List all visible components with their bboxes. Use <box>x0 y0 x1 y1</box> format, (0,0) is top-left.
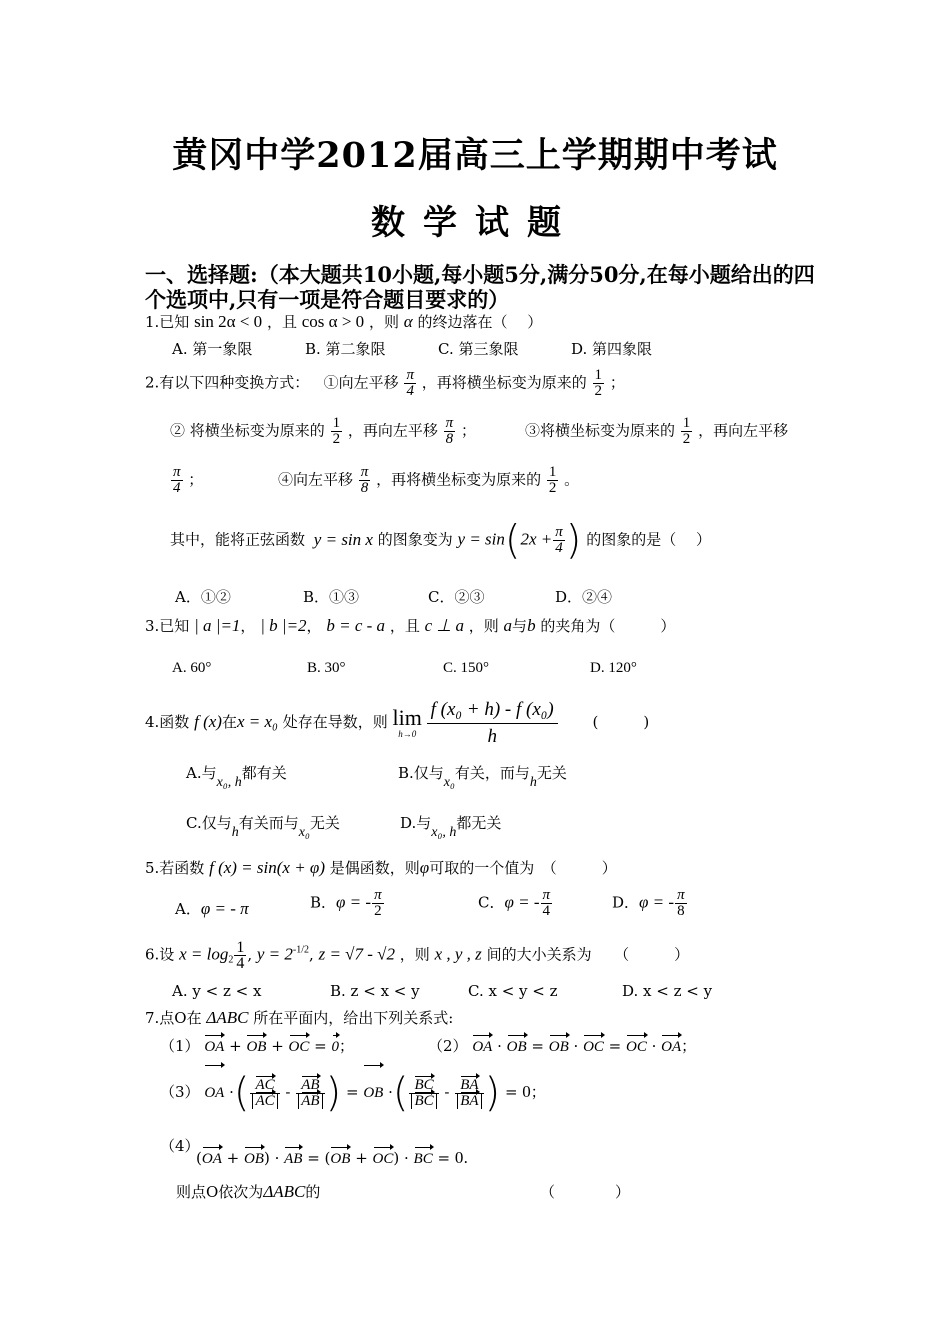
q7-relation-1: （1） OA + OB + OC = 0； <box>160 1037 355 1055</box>
q6-option-d: D. x < z < y <box>622 982 713 1000</box>
q7-ask: 则点O依次为ΔABC的 <box>176 1182 321 1201</box>
q2-frac-pi-4c: $\frac{\pi}{4}$ <box>555 524 563 556</box>
q4-answer-paren: ( ) <box>592 713 650 731</box>
q7-stem: 7.点O在 <box>145 1009 202 1027</box>
q7-relation-4: （4） <box>160 1137 200 1155</box>
q1-option-a: A. 第一象限 <box>172 340 253 358</box>
q6-stem: 6.设 <box>145 945 175 964</box>
q2-stem: 2.有以下四种变换方式： <box>145 373 310 392</box>
q5-option-d: D．φ = - $\frac{\pi}{8}$ <box>612 887 685 919</box>
q3-stem: 3.已知 <box>145 617 190 635</box>
q3-condition-2: | b |=2 <box>260 616 307 635</box>
q7-relation-4-expr: (OA + OB) · AB = (OB + OC) · BC = 0. <box>196 1148 469 1167</box>
q2-transform-4a: ④向左平移 <box>278 470 354 489</box>
q3-var-b: b <box>527 616 536 635</box>
q4-function: f (x) <box>194 712 222 731</box>
q5-option-b: B．φ = - $\frac{\pi}{2}$ <box>310 887 382 919</box>
q5-option-c: C．φ = - $\frac{\pi}{4}$ <box>478 887 551 919</box>
q2-frac-1-2d: $\frac{1}{2}$ <box>548 464 557 496</box>
question-2-line-2 <box>170 416 476 447</box>
q2-frac-pi-8b: $\frac{\pi}{8}$ <box>360 464 369 496</box>
q4-point: x = x₀ <box>236 712 278 731</box>
q2-transform-2a: ② 将横坐标变为原来的 <box>170 421 325 440</box>
q6-z: z = √7 - √2 <box>318 944 395 964</box>
question-2-line-3b <box>278 465 579 496</box>
q2-option-a: A．①② <box>175 588 231 606</box>
q7-answer-paren: （ ） <box>540 1183 631 1201</box>
q7-tail-1: 所在平面内，给出下列关系式: <box>253 1009 454 1027</box>
q2-function-2a: y = sin <box>457 529 505 549</box>
q2-option-b: B．①③ <box>303 588 360 606</box>
q2-function-1: y = sin x <box>313 529 373 549</box>
q2-period: 。 <box>564 470 580 489</box>
q2-ask-1: 其中，能将正弦函数 <box>170 530 306 549</box>
q1-alpha: α <box>403 312 413 331</box>
q2-transform-4b: ，再将横坐标变为原来的 <box>376 470 542 489</box>
q2-option-d: D．②④ <box>555 588 613 606</box>
q4-option-c: C.仅与h有关而与x₀无关 <box>186 814 340 840</box>
q3-option-c: C. 150° <box>443 660 490 676</box>
q5-option-a: A．φ = - π <box>175 899 249 918</box>
q3-mid: ，且 <box>389 617 420 635</box>
q6-option-a: A. y < z < x <box>172 982 262 1000</box>
q1-stem: 1.已知 <box>145 313 190 331</box>
q3-tail-2: 的夹角为（ ） <box>540 617 676 635</box>
q7-relation-3: （3） OA ·( $\frac{AC}{AC}$ - $\frac{AB}{AB}$ ) = OB ·( $\frac{BC}{BC}$ - $\frac{BA}{BA}$ ) = 0； <box>160 1066 546 1119</box>
q6-x: x = log <box>179 944 229 964</box>
q2-semicolon: ； <box>609 373 625 392</box>
q3-condition-3: b = c - a <box>326 616 386 635</box>
question-2-line-4: 其中，能将正弦函数 y = sin x 的图象变为 y = sin(2x + $\frac{\pi}{4}$ ) 的图象的是（ ） <box>170 517 711 564</box>
question-2-line-3 <box>170 465 203 496</box>
q1-tail-2: 的终边落在（ ） <box>417 313 543 331</box>
question-2-line-1 <box>145 368 625 399</box>
q7-relation-2: （2） OA · OB = OB · OC = OC · OA； <box>428 1037 697 1055</box>
q3-condition-4: c ⊥ a <box>424 616 464 635</box>
q2-transform-1a: ①向左平移 <box>323 373 399 392</box>
q1-mid: ，且 <box>266 313 297 331</box>
q3-var-a: a <box>503 616 513 635</box>
q5-function: f (x) = sin(x + φ) <box>209 858 325 877</box>
q3-tail-1: ，则 <box>468 617 499 635</box>
q3-option-a: A. 60° <box>172 660 212 676</box>
q3-option-d: D. 120° <box>590 660 637 676</box>
q2-transform-2b: ，再向左平移 <box>347 421 438 440</box>
q5-tail-2: 可取的一个值为 （ ） <box>429 859 617 877</box>
q1-option-d: D. 第四象限 <box>571 340 653 358</box>
q4-difference-quotient: $\frac{\text{f (x₀ + h) - f (x₀)}}{h}$ <box>427 697 558 750</box>
q2-frac-1-2b: $\frac{1}{2}$ <box>332 415 341 447</box>
question-1 <box>145 312 542 332</box>
q1-condition-2: cos α > 0 <box>301 312 365 331</box>
q2-frac-1-2c: $\frac{1}{2}$ <box>682 415 691 447</box>
page-title: 黄冈中学2012届高三上学期期中考试 <box>172 135 778 176</box>
question-4: 4.函数 f (x)在x = x₀ 处存在导数，则 lim h→0 $\frac{\text{f (x₀ + h) - f (x₀)}}{h}$ ( ) <box>145 694 649 750</box>
q5-tail-1: 是偶函数，则 <box>329 859 420 877</box>
q6-vars: x , y , z <box>434 944 482 964</box>
q6-option-b: B. z < x < y <box>330 982 420 1000</box>
q1-option-b: B. 第二象限 <box>305 340 386 358</box>
q2-option-c: C．②③ <box>428 588 485 606</box>
q2-frac-pi-4: $\frac{\pi}{4}$ <box>406 367 414 399</box>
q2-frac-pi-8: $\frac{\pi}{8}$ <box>445 415 454 447</box>
q2-transform-3b: ，再向左平移 <box>698 421 789 440</box>
q4-option-d: D.与x₀, h都无关 <box>400 814 502 840</box>
q1-condition-1: sin 2α < 0 <box>194 312 263 331</box>
question-5 <box>145 858 617 878</box>
q6-tail-1: ，则 <box>399 945 430 964</box>
q2-frac-pi-4b: $\frac{\pi}{4}$ <box>173 464 181 496</box>
q3-option-b: B. 30° <box>307 660 346 676</box>
q4-tail-1: 处存在导数，则 <box>282 713 388 731</box>
q2-transform-1b: ，再将横坐标变为原来的 <box>421 373 587 392</box>
q2-ask-2: 的图象变为 <box>377 530 453 549</box>
q7-triangle: ΔABC <box>206 1008 249 1027</box>
q2-frac-1-2: $\frac{1}{2}$ <box>594 367 603 399</box>
question-7 <box>145 1008 453 1028</box>
q5-phi: φ <box>419 858 430 877</box>
q2-semicolon-2: ； <box>460 421 476 440</box>
q6-y: y = 2 <box>256 944 293 964</box>
question-3: 3.已知 | a |=1， | b |=2， b = c - a ，且 c ⊥ a ，则 a与b 的夹角为（ ） <box>145 616 676 635</box>
q3-condition-1: | a |=1 <box>194 616 241 635</box>
q2-semicolon-3: ； <box>188 470 204 489</box>
q6-option-c: C. x < y < z <box>468 982 558 1000</box>
q1-option-c: C. 第三象限 <box>438 340 519 358</box>
q6-tail-2: 间的大小关系为 （ ） <box>486 945 690 964</box>
q2-ask-3: 的图象的是（ ） <box>586 530 711 549</box>
question-6: 6.设 $x = \log_2$ $\frac{1}{4}$ , $y = 2^{-1/2}$, z = √7 - √2 ，则 x , y , z 间的大小关系为 （ ） <box>145 939 690 972</box>
q4-stem: 4.函数 <box>145 713 190 731</box>
q1-tail-1: ，则 <box>368 313 399 331</box>
q4-option-b: B.仅与x₀有关，而与h无关 <box>398 764 567 790</box>
section-heading: 一、选择题:（本大题共10小题,每小题5分,满分50分,在每小题给出的四个选项中,只有一项是符合题目要求的） <box>145 262 815 312</box>
q2-transform-3a: ③将横坐标变为原来的 <box>525 421 676 440</box>
page-subtitle: 数学试题 <box>371 203 579 243</box>
q4-limit: lim h→0 <box>392 705 422 739</box>
q2-function-2b: 2x + <box>520 529 553 549</box>
q4-option-a: A.与x₀, h都有关 <box>186 764 287 790</box>
question-2-line-2b <box>525 416 788 447</box>
q5-stem: 5.若函数 <box>145 859 205 877</box>
